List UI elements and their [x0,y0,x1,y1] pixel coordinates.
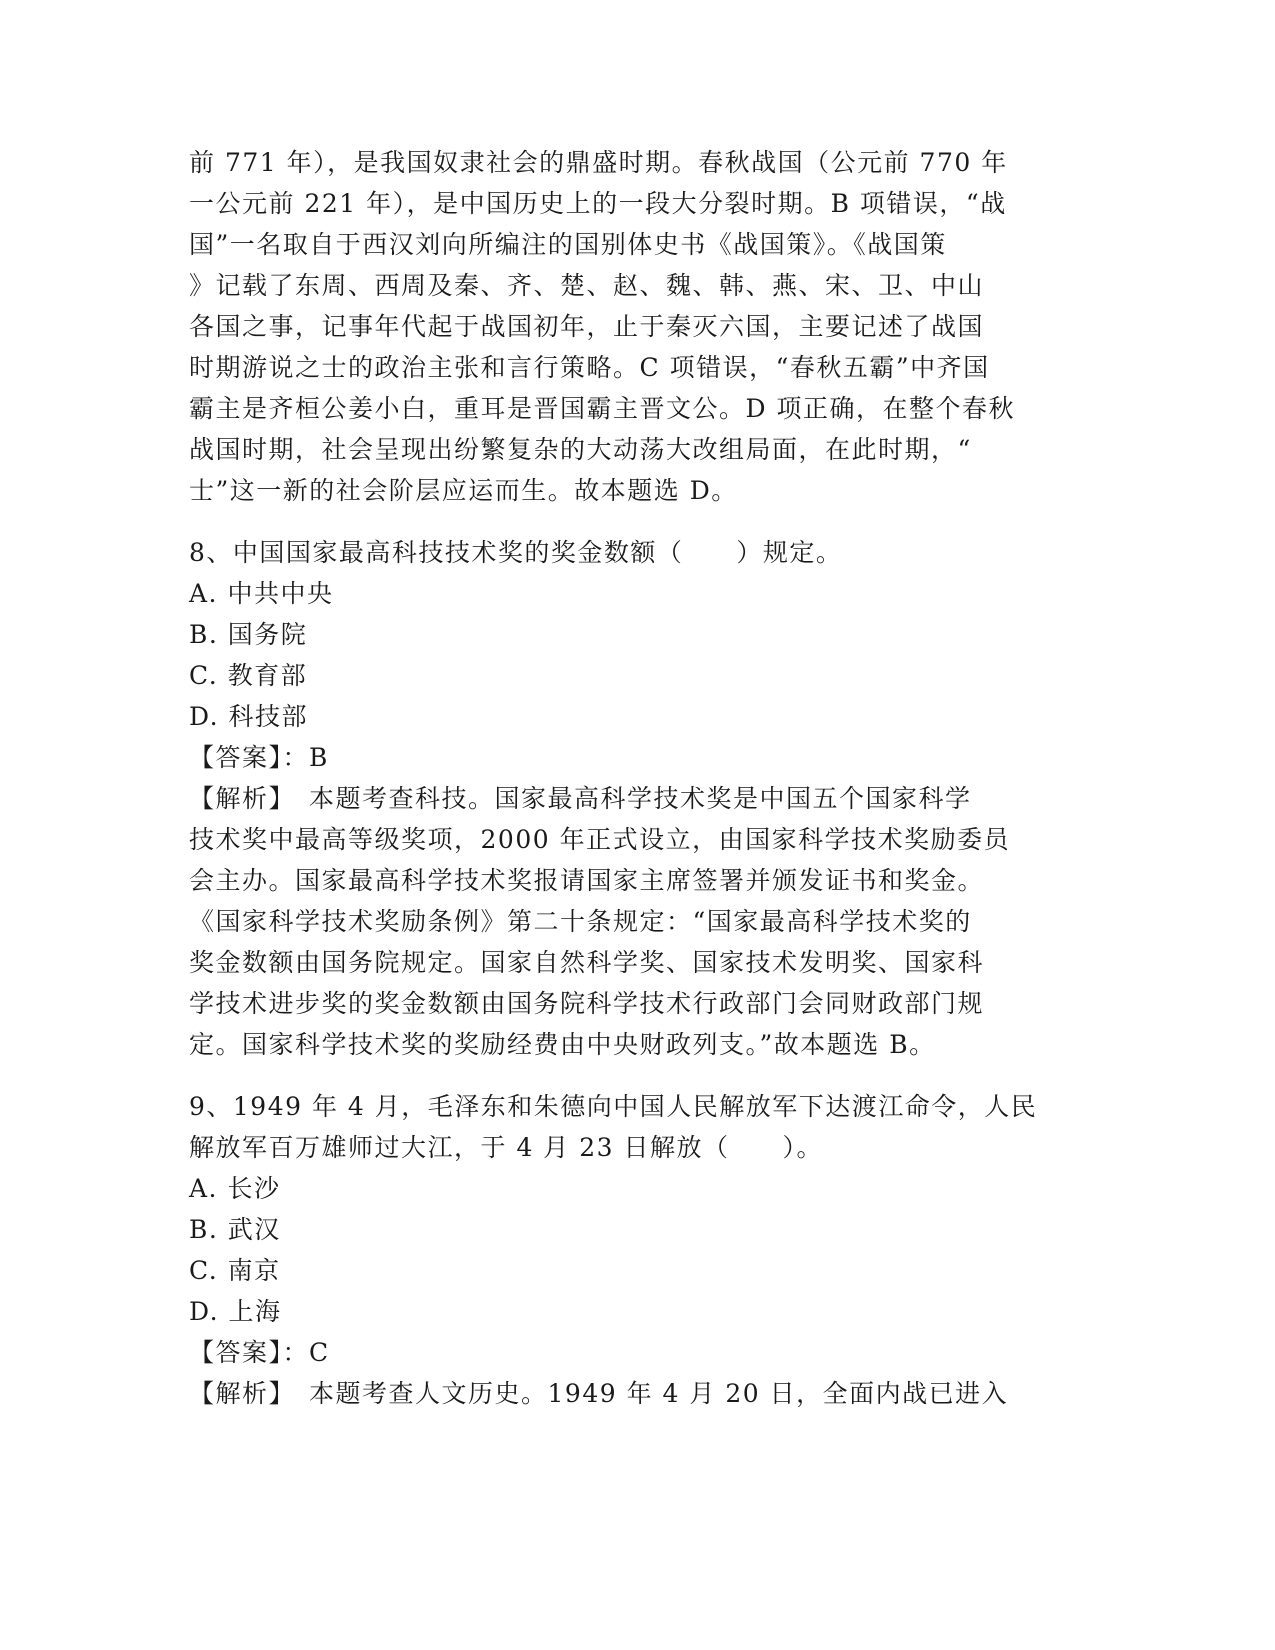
continuation-line: 时期游说之士的政治主张和言行策略。C 项错误，“春秋五霸”中齐国 [189,353,990,382]
q8-option-a: A. 中共中央 [189,579,334,608]
continuation-line: 一公元前 221 年），是中国历史上的一段大分裂时期。B 项错误，“战 [189,189,1007,218]
q8-analysis-line: 学技术进步奖的奖金数额由国务院科学技术行政部门会同财政部门规 [189,989,985,1018]
continuation-line: 霸主是齐桓公姜小白，重耳是晋国霸主晋文公。D 项正确，在整个春秋 [189,394,1015,423]
q9-answer: 【答案】：C [189,1338,330,1367]
q8-analysis-line: 奖金数额由国务院规定。国家自然科学奖、国家技术发明奖、国家科 [189,948,985,977]
q8-analysis-line: 【解析】 本题考查科技。国家最高科学技术奖是中国五个国家科学 [189,784,972,813]
q8-answer: 【答案】：B [189,743,329,772]
q9-option-a: A. 长沙 [189,1174,281,1203]
q9-option-b: B. 武汉 [189,1215,281,1244]
q8-analysis-line: 定。国家科学技术奖的奖励经费由中央财政列支。”故本题选 B。 [189,1030,936,1059]
q8-analysis-line: 《国家科学技术奖励条例》第二十条规定：“国家最高科学技术奖的 [189,907,972,936]
q9-option-d: D. 上海 [189,1297,282,1326]
continuation-line: 前 771 年），是我国奴隶社会的鼎盛时期。春秋战国（公元前 770 年 [189,148,1008,177]
continuation-line: 战国时期，社会呈现出纷繁复杂的大动荡大改组局面，在此时期，“ [189,435,972,464]
q8-option-b: B. 国务院 [189,620,308,649]
continuation-line: 国”一名取自于西汉刘向所编注的国别体史书《战国策》。《战国策 [189,230,947,259]
q8-analysis-line: 会主办。国家最高科学技术奖报请国家主席签署并颁发证书和奖金。 [189,866,985,895]
q9-analysis-line: 【解析】 本题考查人文历史。1949 年 4 月 20 日，全面内战已进入 [189,1379,1009,1408]
question-9-text: 9、1949 年 4 月，毛泽东和朱德向中国人民解放军下达渡江命令，人民 [189,1092,1038,1121]
question-8-text: 8、中国国家最高科技技术奖的奖金数额（ ）规定。 [189,538,843,567]
q9-option-c: C. 南京 [189,1256,281,1285]
q8-option-d: D. 科技部 [189,702,309,731]
continuation-line: 各国之事，记事年代起于战国初年，止于秦灭六国，主要记述了战国 [189,312,985,341]
q8-option-c: C. 教育部 [189,661,308,690]
q8-analysis-line: 技术奖中最高等级奖项，2000 年正式设立，由国家科学技术奖励委员 [189,825,1011,854]
continuation-line: 士”这一新的社会阶层应运而生。故本题选 D。 [189,476,738,505]
question-9-text: 解放军百万雄师过大江，于 4 月 23 日解放（ ）。 [189,1133,824,1162]
continuation-line: 》记载了东周、西周及秦、齐、楚、赵、魏、韩、燕、宋、卫、中山 [189,271,985,300]
